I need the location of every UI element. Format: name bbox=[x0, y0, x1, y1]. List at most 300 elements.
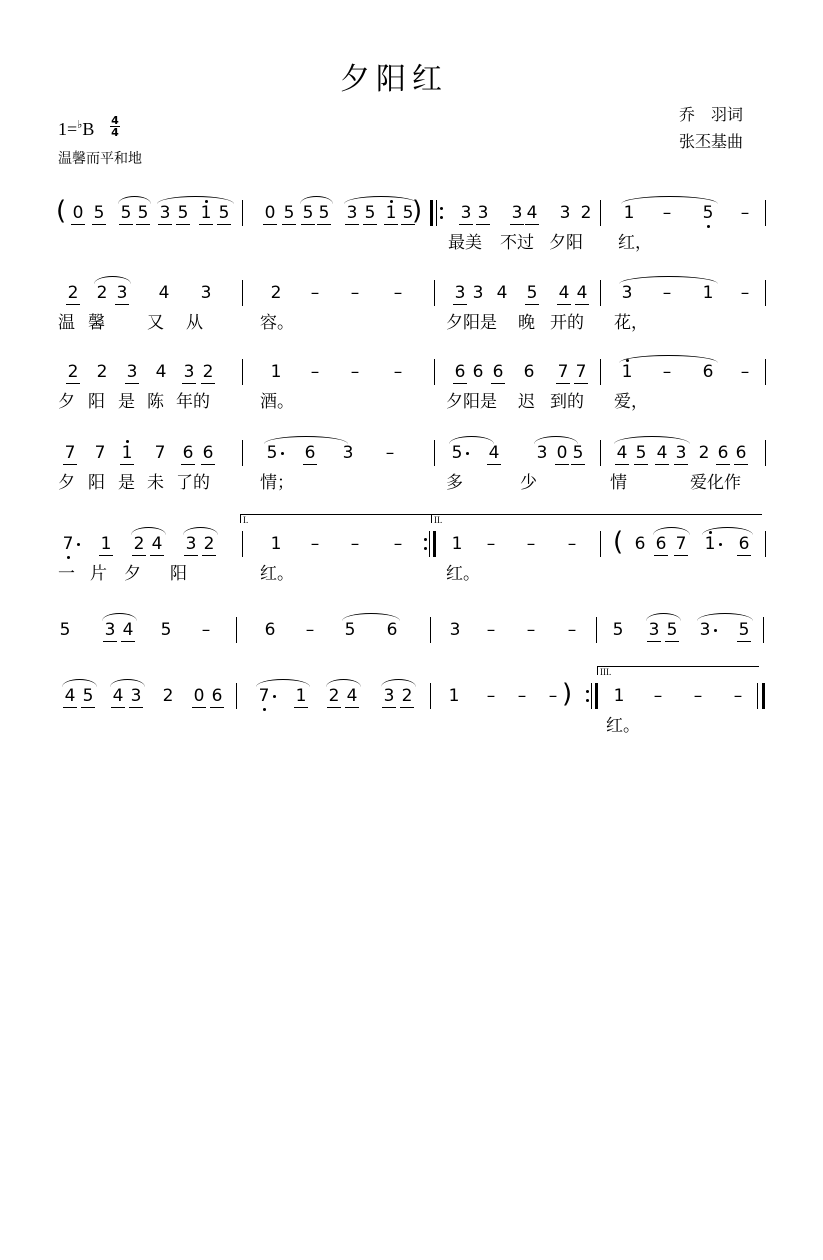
tie-slur bbox=[697, 613, 753, 621]
open-paren: ( bbox=[613, 527, 624, 557]
dash-note: – bbox=[662, 283, 672, 303]
volta-bracket bbox=[431, 514, 762, 523]
lyric-text: 年的 bbox=[176, 392, 210, 412]
jianpu-note: 4 bbox=[496, 283, 508, 303]
lyric-text: 最美 bbox=[448, 233, 482, 253]
augmentation-dot bbox=[466, 452, 469, 455]
eighth-underline bbox=[150, 555, 164, 556]
jianpu-note: 2 bbox=[203, 534, 215, 554]
jianpu-note: 5 bbox=[402, 203, 414, 223]
eighth-underline bbox=[63, 464, 77, 465]
jianpu-note: 4 bbox=[122, 620, 134, 640]
eighth-underline bbox=[66, 383, 80, 384]
jianpu-note: 2 bbox=[162, 686, 174, 706]
eighth-underline bbox=[210, 707, 224, 708]
augmentation-dot bbox=[77, 543, 80, 546]
eighth-underline bbox=[182, 383, 196, 384]
lyric-text: 少 bbox=[520, 473, 537, 493]
lyric-text: 阳 bbox=[88, 392, 105, 412]
eighth-underline bbox=[217, 224, 231, 225]
eighth-underline bbox=[119, 224, 133, 225]
eighth-underline bbox=[491, 383, 505, 384]
eighth-underline bbox=[103, 641, 117, 642]
final-barline-thick bbox=[762, 683, 765, 709]
tie-slur bbox=[102, 613, 137, 621]
lyric-text: 又 bbox=[147, 313, 164, 333]
jianpu-note: 7 bbox=[94, 443, 106, 463]
repeat-dot bbox=[586, 690, 589, 693]
jianpu-note: 2 bbox=[580, 203, 592, 223]
jianpu-note: 5 bbox=[612, 620, 624, 640]
jianpu-note: 1 bbox=[270, 534, 282, 554]
jianpu-note: 1 bbox=[623, 203, 635, 223]
eighth-underline bbox=[487, 464, 501, 465]
barline bbox=[600, 440, 601, 466]
lyric-text: 多 bbox=[446, 473, 463, 493]
eighth-underline bbox=[571, 464, 585, 465]
jianpu-note: 4 bbox=[346, 686, 358, 706]
low-octave-dot bbox=[67, 556, 70, 559]
tie-slur bbox=[326, 679, 361, 687]
lyric-text: 了的 bbox=[176, 473, 210, 493]
eighth-underline bbox=[716, 464, 730, 465]
dash-note: – bbox=[310, 283, 320, 303]
jianpu-note: 5 bbox=[93, 203, 105, 223]
eighth-underline bbox=[201, 383, 215, 384]
jianpu-note: 5 bbox=[318, 203, 330, 223]
barline bbox=[600, 359, 601, 385]
eighth-underline bbox=[345, 224, 359, 225]
repeat-end-thick bbox=[595, 683, 598, 709]
jianpu-note: 2 bbox=[698, 443, 710, 463]
jianpu-note: 5 bbox=[266, 443, 278, 463]
jianpu-note: 3 bbox=[477, 203, 489, 223]
jianpu-note: 7 bbox=[154, 443, 166, 463]
eighth-underline bbox=[510, 224, 524, 225]
jianpu-note: 2 bbox=[270, 283, 282, 303]
jianpu-note: 5 bbox=[218, 203, 230, 223]
tie-slur bbox=[118, 196, 151, 204]
eighth-underline bbox=[574, 383, 588, 384]
eighth-underline bbox=[129, 707, 143, 708]
jianpu-note: 5 bbox=[738, 620, 750, 640]
eighth-underline bbox=[120, 464, 134, 465]
jianpu-note: 6 bbox=[738, 534, 750, 554]
barline bbox=[236, 617, 237, 643]
jianpu-note: 5 bbox=[59, 620, 71, 640]
dash-note: – bbox=[486, 534, 496, 554]
repeat-dot bbox=[586, 699, 589, 702]
eighth-underline bbox=[92, 224, 106, 225]
jianpu-note: 3 bbox=[104, 620, 116, 640]
dash-note: – bbox=[486, 686, 496, 706]
lyric-text: 夕 bbox=[124, 564, 141, 584]
jianpu-note: 5 bbox=[572, 443, 584, 463]
eighth-underline bbox=[192, 707, 206, 708]
dash-note: – bbox=[350, 283, 360, 303]
lyric-text: 是 bbox=[118, 392, 135, 412]
jianpu-note: 1 bbox=[451, 534, 463, 554]
dash-note: – bbox=[548, 686, 558, 706]
eighth-underline bbox=[737, 641, 751, 642]
tie-slur bbox=[264, 436, 348, 444]
dash-note: – bbox=[393, 362, 403, 382]
augmentation-dot bbox=[714, 629, 717, 632]
barline bbox=[600, 531, 601, 557]
lyric-text: 一 bbox=[58, 564, 75, 584]
eighth-underline bbox=[525, 224, 539, 225]
jianpu-note: 2 bbox=[67, 362, 79, 382]
jianpu-note: 6 bbox=[304, 443, 316, 463]
jianpu-note: 1 bbox=[613, 686, 625, 706]
eighth-underline bbox=[202, 555, 216, 556]
tie-slur bbox=[300, 196, 333, 204]
jianpu-note: 5 bbox=[160, 620, 172, 640]
jianpu-note: 6 bbox=[202, 443, 214, 463]
barline bbox=[765, 440, 766, 466]
eighth-underline bbox=[263, 224, 277, 225]
jianpu-note: 6 bbox=[386, 620, 398, 640]
jianpu-note: 1 bbox=[295, 686, 307, 706]
dash-note: – bbox=[662, 203, 672, 223]
lyric-text: 夕 bbox=[58, 473, 75, 493]
jianpu-note: 4 bbox=[158, 283, 170, 303]
lyric-text: 爱化作 bbox=[690, 473, 741, 493]
lyric-text: 夕 bbox=[58, 392, 75, 412]
barline bbox=[242, 200, 243, 226]
eighth-underline bbox=[734, 464, 748, 465]
eighth-underline bbox=[647, 641, 661, 642]
lyric-text: 到的 bbox=[550, 392, 584, 412]
jianpu-note: 4 bbox=[576, 283, 588, 303]
barline bbox=[765, 359, 766, 385]
jianpu-note: 3 bbox=[675, 443, 687, 463]
eighth-underline bbox=[294, 707, 308, 708]
barline bbox=[596, 617, 597, 643]
jianpu-note: 3 bbox=[460, 203, 472, 223]
eighth-underline bbox=[99, 555, 113, 556]
lyric-text: 红。 bbox=[446, 564, 480, 584]
augmentation-dot bbox=[719, 543, 722, 546]
low-octave-dot bbox=[707, 225, 710, 228]
close-paren: ) bbox=[562, 679, 573, 709]
dash-note: – bbox=[733, 686, 743, 706]
barline bbox=[242, 359, 243, 385]
jianpu-note: 5 bbox=[344, 620, 356, 640]
jianpu-note: 1 bbox=[385, 203, 397, 223]
jianpu-note: 2 bbox=[401, 686, 413, 706]
dash-note: – bbox=[350, 534, 360, 554]
jianpu-note: 3 bbox=[346, 203, 358, 223]
jianpu-note: 2 bbox=[328, 686, 340, 706]
jianpu-note: 3 bbox=[342, 443, 354, 463]
barline bbox=[430, 617, 431, 643]
jianpu-note: 6 bbox=[472, 362, 484, 382]
barline bbox=[765, 280, 766, 306]
barline bbox=[434, 359, 435, 385]
tie-slur bbox=[344, 196, 418, 204]
eighth-underline bbox=[674, 555, 688, 556]
flat-sign: ♭ bbox=[77, 119, 83, 131]
lyric-text: 温 bbox=[58, 313, 75, 333]
jianpu-note: 6 bbox=[523, 362, 535, 382]
lyric-text: 爱， bbox=[614, 392, 648, 412]
lyric-text: 夕阳 bbox=[549, 233, 583, 253]
eighth-underline bbox=[81, 707, 95, 708]
lyric-text: 红。 bbox=[260, 564, 294, 584]
dash-note: – bbox=[393, 283, 403, 303]
jianpu-note: 6 bbox=[182, 443, 194, 463]
eighth-underline bbox=[136, 224, 150, 225]
eighth-underline bbox=[176, 224, 190, 225]
lyric-text: 夕阳是 bbox=[446, 313, 497, 333]
eighth-underline bbox=[476, 224, 490, 225]
barline bbox=[600, 280, 601, 306]
jianpu-note: 5 bbox=[177, 203, 189, 223]
lyric-text: 酒。 bbox=[260, 392, 294, 412]
jianpu-note: 7 bbox=[258, 686, 270, 706]
barline bbox=[600, 200, 601, 226]
time-bottom: 4 bbox=[111, 126, 119, 139]
jianpu-note: 5 bbox=[451, 443, 463, 463]
eighth-underline bbox=[555, 464, 569, 465]
repeat-dot bbox=[424, 538, 427, 541]
lyric-text: 情； bbox=[260, 473, 294, 493]
jianpu-note: 7 bbox=[557, 362, 569, 382]
dash-note: – bbox=[567, 620, 577, 640]
lyric-text: 情 bbox=[610, 473, 627, 493]
volta-label: II. bbox=[434, 515, 443, 525]
eighth-underline bbox=[201, 464, 215, 465]
eighth-underline bbox=[400, 707, 414, 708]
volta-label: I. bbox=[243, 515, 249, 525]
augmentation-dot bbox=[273, 695, 276, 698]
dash-note: – bbox=[662, 362, 672, 382]
eighth-underline bbox=[575, 304, 589, 305]
jianpu-note: 3 bbox=[183, 362, 195, 382]
dash-note: – bbox=[310, 362, 320, 382]
jianpu-note: 6 bbox=[211, 686, 223, 706]
jianpu-note: 4 bbox=[558, 283, 570, 303]
jianpu-note: 2 bbox=[133, 534, 145, 554]
barline bbox=[242, 440, 243, 466]
eighth-underline bbox=[181, 464, 195, 465]
jianpu-note: 7 bbox=[675, 534, 687, 554]
eighth-underline bbox=[665, 641, 679, 642]
eighth-underline bbox=[121, 641, 135, 642]
tie-slur bbox=[110, 679, 145, 687]
dash-note: – bbox=[310, 534, 320, 554]
lyric-text: 迟 bbox=[518, 392, 535, 412]
jianpu-note: 5 bbox=[120, 203, 132, 223]
jianpu-note: 5 bbox=[283, 203, 295, 223]
jianpu-note: 1 bbox=[448, 686, 460, 706]
jianpu-note: 3 bbox=[559, 203, 571, 223]
dash-note: – bbox=[393, 534, 403, 554]
key-note: B bbox=[82, 119, 95, 139]
jianpu-note: 3 bbox=[699, 620, 711, 640]
tie-slur bbox=[381, 679, 416, 687]
tie-slur bbox=[62, 679, 97, 687]
jianpu-note: 5 bbox=[702, 203, 714, 223]
eighth-underline bbox=[317, 224, 331, 225]
dash-note: – bbox=[486, 620, 496, 640]
augmentation-dot bbox=[281, 452, 284, 455]
dash-note: – bbox=[740, 283, 750, 303]
jianpu-note: 3 bbox=[159, 203, 171, 223]
jianpu-note: 1 bbox=[621, 362, 633, 382]
jianpu-note: 6 bbox=[655, 534, 667, 554]
eighth-underline bbox=[282, 224, 296, 225]
lyric-text: 片 bbox=[90, 564, 107, 584]
eighth-underline bbox=[132, 555, 146, 556]
dash-note: – bbox=[385, 443, 395, 463]
eighth-underline bbox=[384, 224, 398, 225]
jianpu-note: 6 bbox=[735, 443, 747, 463]
eighth-underline bbox=[737, 555, 751, 556]
jianpu-note: 3 bbox=[536, 443, 548, 463]
tempo-marking: 温馨而平和地 bbox=[58, 151, 142, 167]
lyric-text: 阳 bbox=[88, 473, 105, 493]
jianpu-note: 4 bbox=[616, 443, 628, 463]
dash-note: – bbox=[350, 362, 360, 382]
jianpu-note: 3 bbox=[472, 283, 484, 303]
jianpu-note: 5 bbox=[666, 620, 678, 640]
eighth-underline bbox=[303, 464, 317, 465]
jianpu-note: 1 bbox=[270, 362, 282, 382]
open-paren: ( bbox=[56, 196, 67, 226]
composer-credit: 张丕基曲 bbox=[679, 132, 744, 151]
jianpu-note: 3 bbox=[449, 620, 461, 640]
repeat-dot bbox=[440, 207, 443, 210]
tie-slur bbox=[449, 436, 494, 444]
jianpu-note: 1 bbox=[121, 443, 133, 463]
lyric-text: 开的 bbox=[550, 313, 584, 333]
jianpu-note: 1 bbox=[200, 203, 212, 223]
eighth-underline bbox=[111, 707, 125, 708]
tie-slur bbox=[131, 527, 166, 535]
tie-slur bbox=[534, 436, 578, 444]
barline bbox=[434, 440, 435, 466]
jianpu-note: 5 bbox=[302, 203, 314, 223]
tie-slur bbox=[94, 276, 131, 284]
dash-note: – bbox=[526, 534, 536, 554]
dash-note: – bbox=[653, 686, 663, 706]
jianpu-note: 6 bbox=[717, 443, 729, 463]
repeat-start-thin bbox=[436, 200, 437, 226]
jianpu-note: 7 bbox=[575, 362, 587, 382]
barline bbox=[242, 280, 243, 306]
close-paren: ) bbox=[412, 196, 423, 226]
lyric-text: 阳 bbox=[170, 564, 187, 584]
jianpu-note: 6 bbox=[492, 362, 504, 382]
jianpu-note: 0 bbox=[72, 203, 84, 223]
eighth-underline bbox=[557, 304, 571, 305]
tie-slur bbox=[183, 527, 218, 535]
eighth-underline bbox=[459, 224, 473, 225]
low-octave-dot bbox=[263, 708, 266, 711]
jianpu-note: 3 bbox=[200, 283, 212, 303]
jianpu-note: 3 bbox=[383, 686, 395, 706]
lyricist-credit: 乔 羽词 bbox=[679, 105, 744, 124]
eighth-underline bbox=[674, 464, 688, 465]
eighth-underline bbox=[525, 304, 539, 305]
barline bbox=[763, 617, 764, 643]
tie-slur bbox=[619, 276, 718, 284]
jianpu-note: 7 bbox=[64, 443, 76, 463]
repeat-dot bbox=[440, 216, 443, 219]
jianpu-note: 6 bbox=[264, 620, 276, 640]
lyric-text: 从 bbox=[186, 313, 203, 333]
barline bbox=[430, 683, 431, 709]
song-title: 夕阳红 bbox=[340, 62, 448, 97]
tie-slur bbox=[653, 527, 690, 535]
tie-slur bbox=[256, 679, 310, 687]
eighth-underline bbox=[654, 555, 668, 556]
dash-note: – bbox=[567, 534, 577, 554]
repeat-end-thin bbox=[591, 683, 592, 709]
jianpu-note: 6 bbox=[454, 362, 466, 382]
volta-bracket bbox=[597, 666, 759, 675]
eighth-underline bbox=[615, 464, 629, 465]
eighth-underline bbox=[301, 224, 315, 225]
repeat-dot bbox=[424, 547, 427, 550]
volta-bracket bbox=[240, 514, 431, 523]
dash-note: – bbox=[740, 362, 750, 382]
jianpu-note: 2 bbox=[202, 362, 214, 382]
volta-label: III. bbox=[600, 667, 612, 677]
jianpu-note: 5 bbox=[137, 203, 149, 223]
dash-note: – bbox=[693, 686, 703, 706]
lyric-text: 晚 bbox=[518, 313, 535, 333]
dash-note: – bbox=[201, 620, 211, 640]
tie-slur bbox=[342, 613, 400, 621]
dash-note: – bbox=[740, 203, 750, 223]
tie-slur bbox=[646, 613, 681, 621]
eighth-underline bbox=[158, 224, 172, 225]
eighth-underline bbox=[184, 555, 198, 556]
jianpu-note: 4 bbox=[151, 534, 163, 554]
lyric-text: 红， bbox=[618, 233, 652, 253]
lyric-text: 夕阳是 bbox=[446, 392, 497, 412]
eighth-underline bbox=[71, 224, 85, 225]
jianpu-note: 0 bbox=[556, 443, 568, 463]
jianpu-note: 4 bbox=[656, 443, 668, 463]
repeat-end-thin bbox=[429, 531, 430, 557]
barline bbox=[242, 531, 243, 557]
lyric-text: 馨 bbox=[88, 313, 105, 333]
tie-slur bbox=[619, 355, 718, 363]
eighth-underline bbox=[345, 707, 359, 708]
jianpu-note: 3 bbox=[621, 283, 633, 303]
lyric-text: 不过 bbox=[500, 233, 534, 253]
jianpu-note: 5 bbox=[635, 443, 647, 463]
dash-note: – bbox=[517, 686, 527, 706]
jianpu-note: 3 bbox=[648, 620, 660, 640]
jianpu-note: 3 bbox=[454, 283, 466, 303]
jianpu-note: 3 bbox=[130, 686, 142, 706]
jianpu-note: 4 bbox=[112, 686, 124, 706]
eighth-underline bbox=[125, 383, 139, 384]
eighth-underline bbox=[63, 707, 77, 708]
key-prefix: 1= bbox=[58, 119, 78, 139]
eighth-underline bbox=[453, 383, 467, 384]
dash-note: – bbox=[526, 620, 536, 640]
barline bbox=[765, 531, 766, 557]
eighth-underline bbox=[634, 464, 648, 465]
lyric-text: 是 bbox=[118, 473, 135, 493]
lyric-text: 花， bbox=[614, 313, 648, 333]
